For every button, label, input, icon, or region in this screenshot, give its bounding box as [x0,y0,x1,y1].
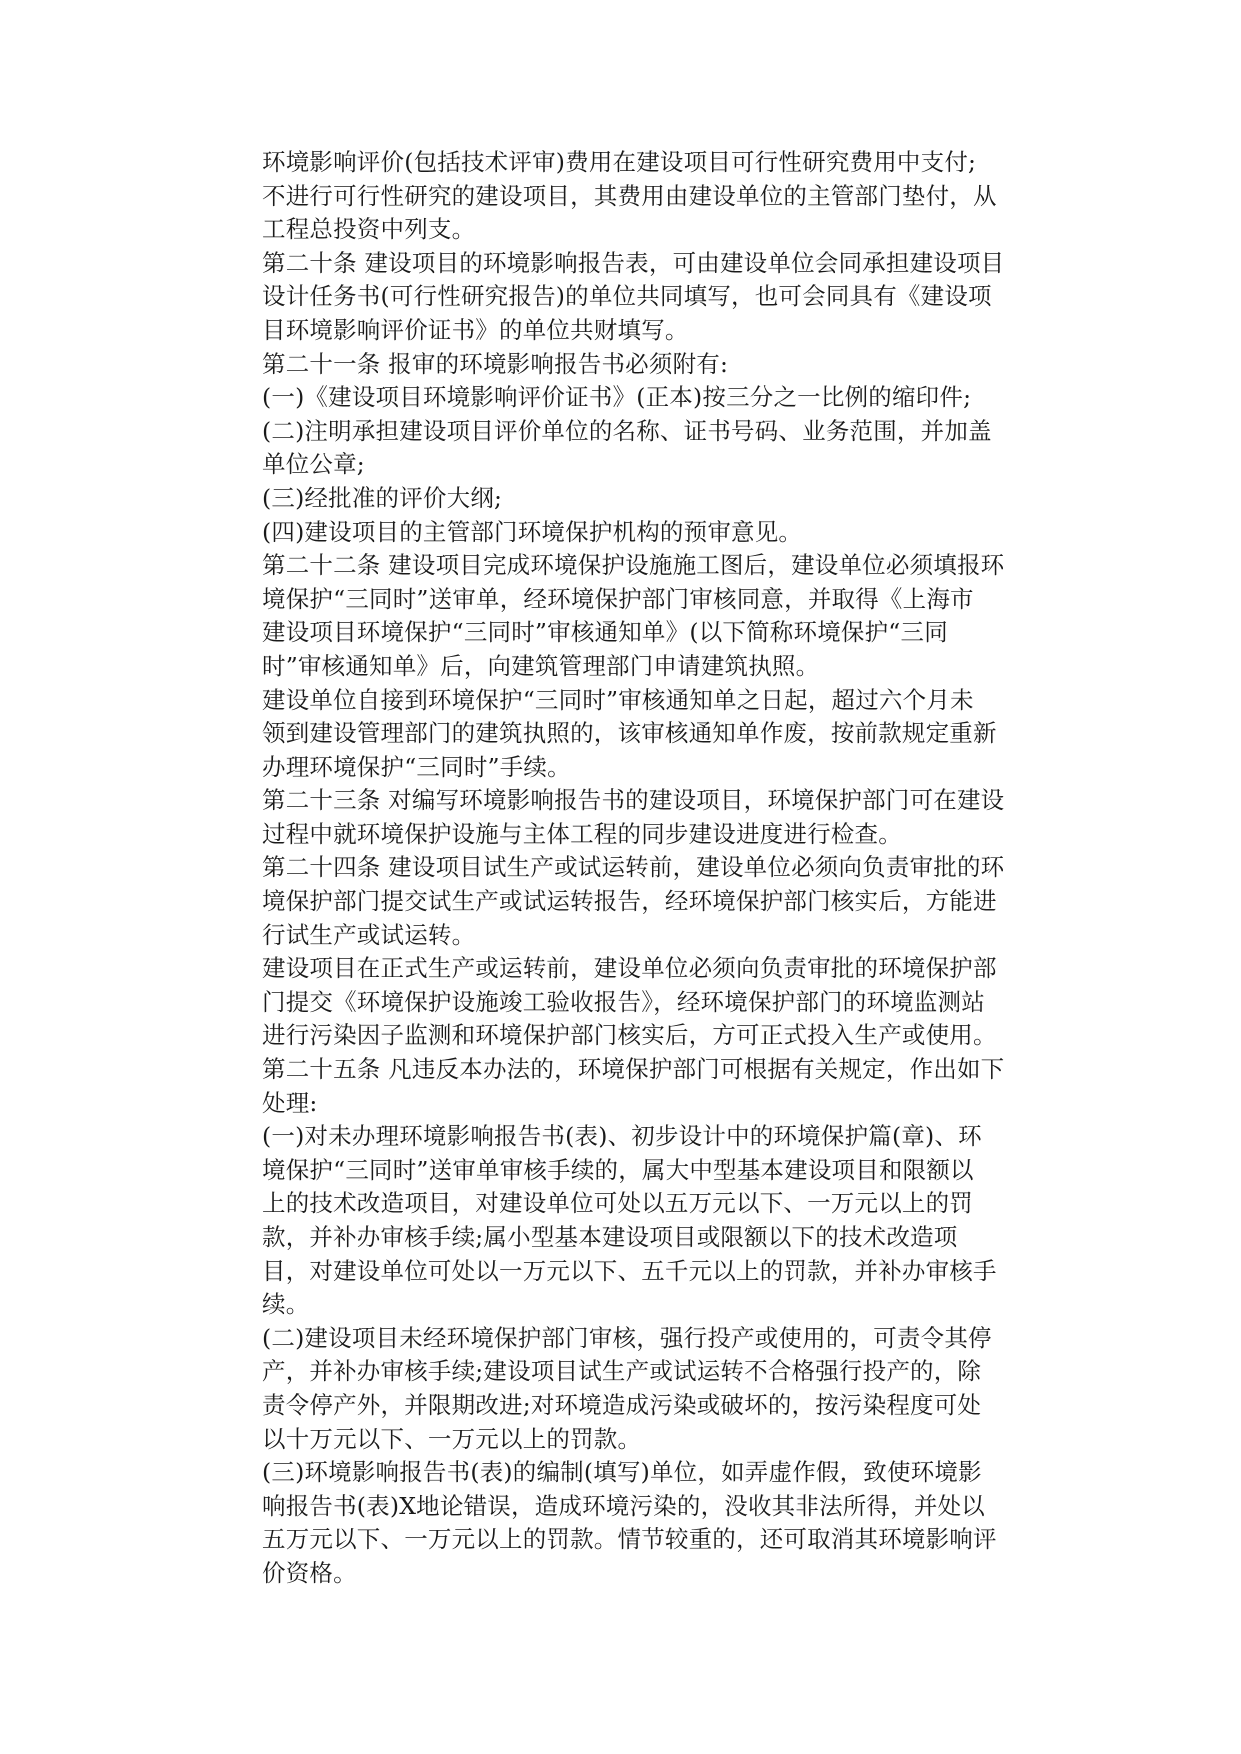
text-line: 目环境影响评价证书》的单位共财填写。 [262,315,689,344]
text-line: (三)经批准的评价大纲; [262,483,503,512]
text-line: 价资格。 [262,1558,357,1587]
text-line: 行试生产或试运转。 [262,920,476,949]
text-line: 门提交《环境保护设施竣工验收报告》，经环境保护部门的环境监测站 [262,987,985,1016]
text-line: 领到建设管理部门的建筑执照的，该审核通知单作废，按前款规定重新 [262,719,997,748]
text-line: 目，对建设单位可处以一万元以下、五千元以上的罚款，并补办审核手 [262,1256,997,1285]
text-line: 不进行可行性研究的建设项目，其费用由建设单位的主管部门垫付，从 [262,181,997,210]
text-line: 产，并补办审核手续;建设项目试生产或试运转不合格强行投产的，除 [262,1357,982,1386]
text-line: 第二十一条 报审的环境影响报告书必须附有: [262,349,729,378]
text-line: 第二十三条 对编写环境影响报告书的建设项目，环境保护部门可在建设 [262,786,1005,815]
text-line: 时”审核通知单》后，向建筑管理部门申请建筑执照。 [262,651,820,680]
text-line: 责令停产外，并限期改进;对环境造成污染或破坏的，按污染程度可处 [262,1390,982,1419]
text-line: 环境影响评价(包括技术评审)费用在建设项目可行性研究费用中支付; [262,148,977,176]
text-line: 建设项目环境保护“三同时”审核通知单》(以下简称环境保护“三同 [262,618,948,647]
text-line: 办理环境保护“三同时”手续。 [262,752,571,781]
text-line: (四)建设项目的主管部门环境保护机构的预审意见。 [262,517,803,546]
text-line: 第二十二条 建设项目完成环境保护设施施工图后，建设单位必须填报环 [262,551,1005,580]
text-line: 第二十条 建设项目的环境影响报告表，可由建设单位会同承担建设项目 [262,248,1005,277]
text-line: 响报告书(表)X地论错误，造成环境污染的，没收其非法所得，并处以 [262,1491,985,1520]
text-line: 境保护“三同时”送审单，经环境保护部门审核同意，并取得《上海市 [262,584,974,613]
text-line: 第二十四条 建设项目试生产或试运转前，建设单位必须向负责审批的环 [262,853,1005,882]
text-line: 款，并补办审核手续;属小型基本建设项目或限额以下的技术改造项 [262,1223,958,1251]
text-line: 单位公章; [262,450,365,479]
text-line: (三)环境影响报告书(表)的编制(填写)单位，如弄虚作假，致使环境影 [262,1458,982,1487]
text-line: 境保护部门提交试生产或试运转报告，经环境保护部门核实后，方能进 [262,887,997,916]
text-line: 设计任务书(可行性研究报告)的单位共同填写，也可会同具有《建设项 [262,282,992,311]
text-line: 进行污染因子监测和环境保护部门核实后，方可正式投入生产或使用。 [262,1021,997,1050]
text-line: 建设单位自接到环境保护“三同时”审核通知单之日起，超过六个月未 [262,685,974,714]
text-line: 处理: [262,1088,318,1117]
text-line: 境保护“三同时”送审单审核手续的，属大中型基本建设项目和限额以 [262,1155,974,1184]
text-line: 过程中就环境保护设施与主体工程的同步建设进度进行检查。 [262,819,902,848]
document-body [262,146,1062,1591]
text-line: 建设项目在正式生产或运转前，建设单位必须向负责审批的环境保护部 [262,954,997,983]
text-line: (二)建设项目未经环境保护部门审核，强行投产或使用的，可责令其停 [262,1323,992,1352]
text-line: 续。 [262,1290,310,1319]
text-line: 上的技术改造项目，对建设单位可处以五万元以下、一万元以上的罚 [262,1189,973,1218]
text-line: 五万元以下、一万元以上的罚款。情节较重的，还可取消其环境影响评 [262,1525,997,1554]
text-line: (二)注明承担建设项目评价单位的名称、证书号码、业务范围，并加盖 [262,416,992,445]
text-line: 第二十五条 凡违反本办法的，环境保护部门可根据有关规定，作出如下 [262,1055,1005,1084]
text-line: (一)对未办理环境影响报告书(表)、初步设计中的环境保护篇(章)、环 [262,1122,982,1151]
text-line: 工程总投资中列支。 [262,215,476,244]
text-line: (一)《建设项目环境影响评价证书》(正本)按三分之一比例的缩印件; [262,383,972,412]
text-line: 以十万元以下、一万元以上的罚款。 [262,1424,642,1453]
